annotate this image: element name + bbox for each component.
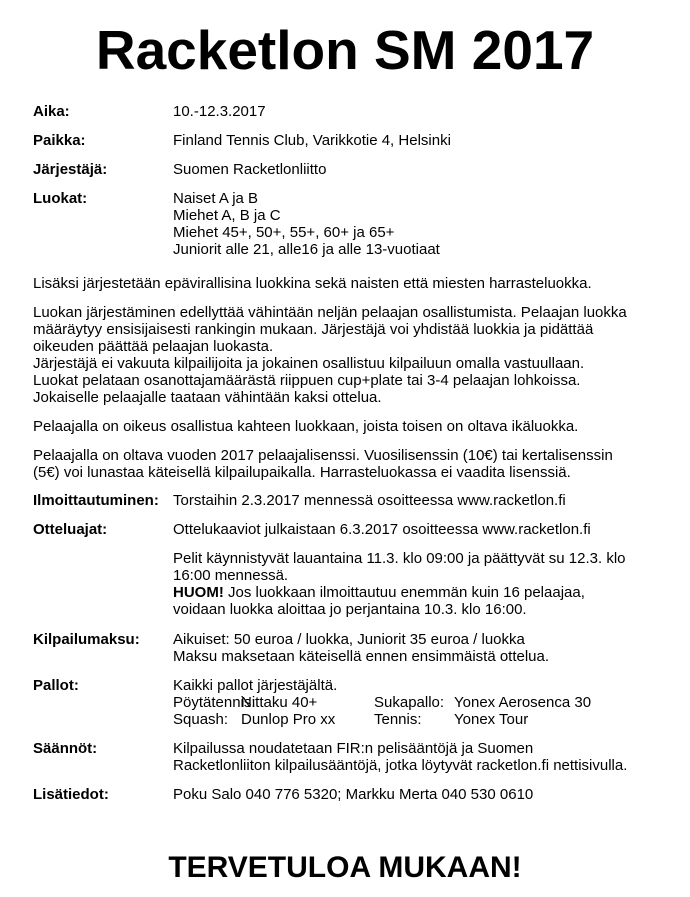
otteluajat-line: Ottelukaaviot julkaistaan 6.3.2017 osoitteessa www.racketlon.fi (173, 521, 591, 538)
lisatiedot-value: Poku Salo 040 776 5320; Markku Merta 040 530 0610 (173, 786, 534, 803)
pallot-intro: Kaikki pallot järjestäjältä. (173, 677, 338, 694)
ilmoittautuminen-value: Torstaihin 2.3.2017 mennessä osoitteessa www.racketlon.fi (173, 492, 566, 509)
otteluajat-label: Otteluajat: (33, 521, 108, 538)
luokat-item: Naiset A ja B (173, 190, 259, 207)
luokat-list (173, 190, 440, 258)
paragraph-lisenssi (33, 447, 613, 481)
huom-label: HUOM! (173, 584, 224, 601)
paikka-label: Paikka: (33, 132, 86, 149)
saannot-label: Säännöt: (33, 740, 98, 757)
ball-name: Nittaku 40+ (241, 694, 318, 711)
paragraph-line: Luokan järjestäminen edellyttää vähintään neljän pelaajan osallistumista. Pelaajan luokka (33, 304, 627, 321)
huom-text: Jos luokkaan ilmoittautuu enemmän kuin 16 pelaajaa, (223, 584, 585, 601)
paragraph-line: Pelaajalla on oikeus osallistua kahteen luokkaan, joista toisen on oltava ikäluokka. (33, 418, 579, 435)
ball-sport: Tennis: (374, 711, 422, 728)
otteluajat-line: 16:00 mennessä. (173, 567, 289, 584)
saannot-value (173, 740, 627, 774)
paragraph-line: Jokaiselle pelaajalle taataan vähintään kaksi ottelua. (33, 389, 382, 406)
ball-sport: Squash: (173, 711, 229, 728)
kilpailumaksu-label: Kilpailumaksu: (33, 631, 140, 648)
luokat-item: Miehet 45+, 50+, 55+, 60+ ja 65+ (173, 224, 395, 241)
ball-name: Dunlop Pro xx (241, 711, 336, 728)
paragraph-line: Luokat pelataan osanottajamäärästä riippuen cup+plate tai 3-4 pelaajan lohkoissa. (33, 372, 581, 389)
paragraph-line: Järjestäjä ei vakuuta kilpailijoita ja jokainen osallistuu kilpailuun omalla vastuullaan. (33, 355, 585, 372)
paragraph-line: oikeuden päättää pelaajan luokasta. (33, 338, 274, 355)
ball-name: Yonex Tour (454, 711, 529, 728)
luokat-item: Miehet A, B ja C (173, 207, 281, 224)
jarjestaja-value: Suomen Racketlonliitto (173, 161, 327, 178)
pallot-grid (173, 694, 592, 728)
luokat-label: Luokat: (33, 190, 88, 207)
paragraph-line: määräytyy ensisijaisesti rankingin mukaan. Järjestäjä voi yhdistää luokkia ja pidättää (33, 321, 594, 338)
kilpailumaksu-line: Maksu maksetaan käteisellä ennen ensimmäistä ottelua. (173, 648, 550, 665)
otteluajat-value (173, 521, 626, 618)
paragraph-luokan-jarjestaminen (33, 304, 627, 406)
aika-value: 10.-12.3.2017 (173, 103, 266, 120)
aika-label: Aika: (33, 103, 70, 120)
jarjestaja-label: Järjestäjä: (33, 161, 108, 178)
luokat-item: Juniorit alle 21, alle16 ja alle 13-vuotiaat (173, 241, 440, 258)
otteluajat-line: Pelit käynnistyvät lauantaina 11.3. klo 09:00 ja päättyvät su 12.3. klo (173, 550, 626, 567)
ball-name: Yonex Aerosenca 30 (454, 694, 592, 711)
otteluajat-huom-line (173, 584, 626, 601)
ball-sport: Pöytätennis: (173, 694, 256, 711)
page-title: Racketlon SM 2017 (95, 19, 595, 81)
lisatiedot-label: Lisätiedot: (33, 786, 109, 803)
kilpailumaksu-line: Aikuiset: 50 euroa / luokka, Juniorit 35 euroa / luokka (173, 631, 525, 648)
ilmoittautuminen-label: Ilmoittautuminen: (33, 492, 159, 509)
saannot-line: Kilpailussa noudatetaan FIR:n pelisääntöjä ja Suomen (173, 740, 534, 757)
paragraph-line: Pelaajalla on oltava vuoden 2017 pelaajalisenssi. Vuosilisenssin (10€) tai kertalisenssin (33, 447, 613, 464)
paikka-value: Finland Tennis Club, Varikkotie 4, Helsinki (173, 132, 451, 149)
kilpailumaksu-value (173, 631, 549, 665)
pallot-value (173, 677, 592, 728)
pallot-label: Pallot: (33, 677, 79, 694)
saannot-line: Racketlonliiton kilpailusääntöjä, jotka löytyvät racketlon.fi nettisivulla. (173, 757, 628, 774)
paragraph-line: Lisäksi järjestetään epävirallisina luokkina sekä naisten että miesten harrasteluokka. (33, 275, 592, 292)
paragraph-line: (5€) voi lunastaa käteisellä kilpailupaikalla. Harrasteluokassa ei vaadita lisenssiä. (33, 464, 571, 481)
paragraph-harrasteluokka (33, 275, 592, 292)
ball-sport: Sukapallo: (374, 694, 445, 711)
paragraph-kaksi-luokkaa (33, 418, 578, 435)
otteluajat-line: voidaan luokka aloittaa jo perjantaina 10.3. klo 16:00. (173, 601, 527, 618)
footer-welcome: TERVETULOA MUKAAN! (168, 851, 522, 884)
